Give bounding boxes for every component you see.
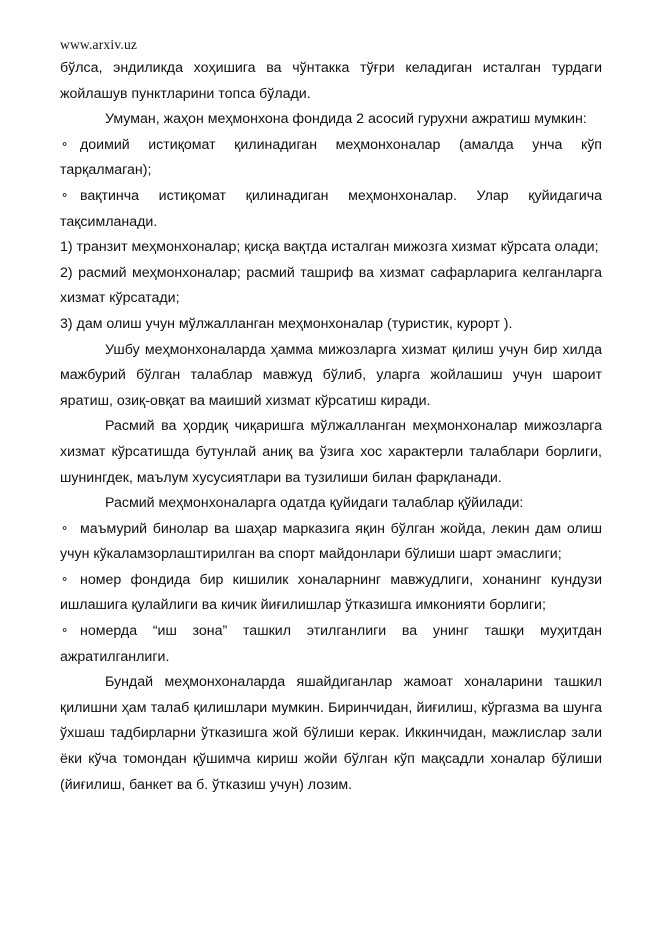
bullet-item-location bbox=[60, 517, 602, 568]
paragraph-official-requirements-intro: Расмий меҳмонхоналарга одатда қуйидаги талаблар қўйилади: bbox=[105, 495, 524, 512]
bullet-text: номер фондида бир кишилик хоналарнинг мавжудлиги, хонанинг кундузи ишлашига қулайлиги ва кичик йиғилишлар ўтказишга имконияти борлиги; bbox=[60, 571, 602, 614]
bullet-item-temporary bbox=[60, 184, 602, 235]
bullet-text: вақтинча истиқомат қилинадиган меҳмонхоналар. Улар қуйидагича тақсимланади. bbox=[60, 187, 602, 230]
numbered-item-1: 1) транзит меҳмонхоналар; қисқа вақтда исталган мижозга хизмат кўрсата олади; bbox=[60, 239, 599, 256]
document-body bbox=[60, 56, 602, 798]
bullet-item-work-zone bbox=[60, 619, 602, 670]
bullet-item-single-rooms bbox=[60, 568, 602, 619]
paragraph-continuation: бўлса, эндиликда хоҳишига ва чўнтакка тўғри келадиган исталган турдаги жойлашув пунктларини топса бўлади. bbox=[60, 60, 602, 102]
bullet-circle-icon: ⚬ bbox=[60, 522, 70, 535]
site-header: www.arxiv.uz bbox=[60, 37, 138, 52]
bullet-text: номерда “иш зона” ташкил этилганлиги ва унинг ташқи муҳитдан ажратилганлиги. bbox=[60, 623, 602, 665]
bullet-text: маъмурий бинолар ва шаҳар марказига яқин бўлган жойда, лекин дам олиш учун кўкаламзорлаштирилган ва спорт майдонлари бўлиши шарт эмаслиги; bbox=[60, 520, 602, 563]
bullet-item-permanent bbox=[60, 133, 602, 184]
bullet-circle-icon: ⚬ bbox=[60, 625, 70, 638]
paragraph-groups-intro: Умуман, жаҳон меҳмонхона фондида 2 асосий гурухни ажратиш мумкин: bbox=[105, 111, 587, 128]
paragraph-official-leisure: Расмий ва ҳордиқ чиқаришга мўлжалланган меҳмонхоналар мижозларга хизмат кўрсатишда бутунлай аниқ ва ўзига хос характерли талаблари борлиги, шунингдек, маълум хусусиятлари ва тузилиши билан фарқланади. bbox=[60, 418, 602, 486]
numbered-item-2: 2) расмий меҳмонхоналар; расмий ташриф ва хизмат сафарларига келганларга хизмат кўрсатади; bbox=[60, 264, 602, 307]
bullet-circle-icon: ⚬ bbox=[60, 138, 70, 151]
bullet-text: доимий истиқомат қилинадиган меҳмонхоналар (амалда унча кўп тарқалмаган); bbox=[60, 136, 602, 179]
paragraph-requirements: Ушбу меҳмонхоналарда ҳамма мижозларга хизмат қилиш учун бир хилда мажбурий бўлган талаблар мавжуд бўлиб, уларга жойлашиш учун шароит яратиш, озиқ-овқат ва маиший хизмат кўрсатиш киради. bbox=[60, 341, 602, 409]
bullet-circle-icon: ⚬ bbox=[60, 573, 70, 586]
bullet-circle-icon: ⚬ bbox=[60, 189, 70, 202]
numbered-item-3: 3) дам олиш учун мўлжалланган меҳмонхоналар (туристик, курорт ). bbox=[60, 315, 513, 332]
paragraph-public-rooms: Бундай меҳмонхоналарда яшайдиганлар жамоат хоналарини ташкил қилишни ҳам талаб қилишлари мумкин. Биринчидан, йиғилиш, кўргазма ва шунга ўхшаш тадбирларни ўтказишга жой бўлиши керак. Иккинчидан, мажлислар зали ёки кўча томондан қўшимча кириш жойи бўлган кўп мақсадли хоналар бўлиши (йиғилиш, банкет ва б. ўтказиш учун) лозим. bbox=[60, 674, 602, 793]
